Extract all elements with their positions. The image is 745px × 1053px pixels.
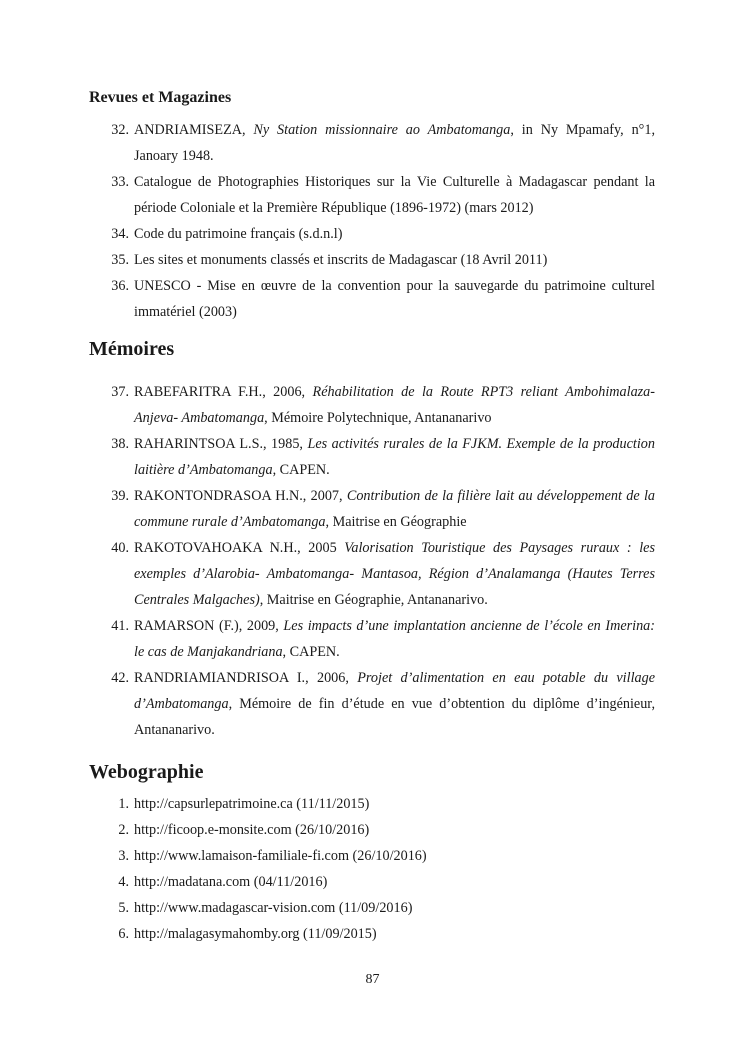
reference-details: Code du patrimoine français (s.d.n.l): [134, 226, 343, 242]
reference-item: [0, 273, 655, 325]
reference-item: [0, 921, 655, 947]
reference-title: Réhabilitation de la Route RPT3 reliant Ambohimalaza-Anjeva- Ambatomanga: [134, 384, 655, 426]
reference-title: Les impacts d’une implantation ancienne de l’école en Imerina: le cas de Manjakandriana: [134, 618, 655, 660]
reference-author: RAKONTONDRASOA H.N., 2007,: [134, 488, 347, 504]
reference-details: , Maitrise en Géographie, Antananarivo.: [259, 592, 488, 608]
reference-details: Catalogue de Photographies Historiques sur la Vie Culturelle à Madagascar pendant la période Coloniale et la Première République (1896-1972) (mars 2012): [134, 174, 655, 216]
web-link[interactable]: http://www.lamaison-familiale-fi.com (26/10/2016): [134, 848, 427, 864]
reference-author: RAKOTOVAHOAKA N.H., 2005: [134, 540, 345, 556]
reference-number: 35.: [111, 252, 129, 268]
reference-number: 4.: [118, 874, 129, 890]
reference-item: [0, 869, 655, 895]
reference-number: 34.: [111, 226, 129, 242]
reference-item: [0, 791, 655, 817]
heading-memoires: Mémoires: [89, 338, 175, 360]
reference-number: 37.: [111, 384, 129, 400]
reference-details: , Mémoire Polytechnique, Antananarivo: [264, 410, 492, 426]
reference-item: [0, 379, 655, 431]
reference-number: 32.: [111, 122, 129, 138]
reference-item: [0, 483, 655, 535]
reference-text: [134, 483, 655, 535]
reference-number: 41.: [111, 618, 129, 634]
reference-number: 33.: [111, 174, 129, 190]
reference-details: , in Ny Mpamafy, n°1, Janoary 1948.: [134, 122, 655, 164]
reference-number: 42.: [111, 670, 129, 686]
reference-item: [0, 431, 655, 483]
reference-text: [134, 247, 655, 273]
reference-number: 1.: [118, 796, 129, 812]
reference-details: , CAPEN.: [282, 644, 340, 660]
reference-title: Contribution de la filière lait au développement de la commune rurale d’Ambatomanga: [134, 488, 655, 530]
reference-text: [134, 817, 655, 843]
web-link[interactable]: http://madatana.com (04/11/2016): [134, 874, 328, 890]
reference-text: [134, 791, 655, 817]
reference-number: 38.: [111, 436, 129, 452]
reference-title: Valorisation Touristique des Paysages ruraux : les exemples d’Alarobia- Ambatomanga- Mantasoa, Région d’Analamanga (Hautes Terres Centrales Malgaches): [134, 540, 655, 608]
reference-author: RABEFARITRA F.H., 2006,: [134, 384, 313, 400]
reference-author: ANDRIAMISEZA,: [134, 122, 254, 138]
reference-details: , CAPEN.: [272, 462, 330, 478]
web-link[interactable]: http://malagasymahomby.org (11/09/2015): [134, 926, 377, 942]
web-link[interactable]: http://ficoop.e-monsite.com (26/10/2016): [134, 822, 370, 838]
reference-text: [134, 273, 655, 325]
reference-title: Les activités rurales de la FJKM. Exemple de la production laitière d’Ambatomanga: [134, 436, 655, 478]
reference-text: [134, 613, 655, 665]
reference-text: [134, 431, 655, 483]
reference-text: [134, 665, 655, 743]
reference-author: RAMARSON (F.), 2009,: [134, 618, 284, 634]
reference-item: [0, 169, 655, 221]
reference-item: [0, 895, 655, 921]
reference-item: [0, 117, 655, 169]
reference-number: 40.: [111, 540, 129, 556]
reference-number: 36.: [111, 278, 129, 294]
heading-webographie: Webographie: [89, 761, 204, 783]
reference-text: [134, 535, 655, 613]
reference-author: RAHARINTSOA L.S., 1985,: [134, 436, 308, 452]
reference-text: [134, 921, 655, 947]
reference-number: 2.: [118, 822, 129, 838]
reference-item: [0, 221, 655, 247]
reference-item: [0, 535, 655, 613]
reference-item: [0, 665, 655, 743]
revues-list: [0, 117, 745, 325]
reference-item: [0, 843, 655, 869]
reference-item: [0, 817, 655, 843]
reference-number: 3.: [118, 848, 129, 864]
page-number: 87: [365, 972, 380, 987]
reference-item: [0, 247, 655, 273]
reference-number: 5.: [118, 900, 129, 916]
reference-title: Projet d’alimentation en eau potable du village d’Ambatomanga: [134, 670, 655, 712]
reference-text: [134, 117, 655, 169]
reference-text: [134, 379, 655, 431]
reference-number: 39.: [111, 488, 129, 504]
webographie-list: [0, 791, 745, 947]
reference-details: , Maitrise en Géographie: [325, 514, 467, 530]
reference-text: [134, 895, 655, 921]
reference-title: Ny Station missionnaire ao Ambatomanga: [253, 122, 511, 138]
reference-text: [134, 221, 655, 247]
heading-revues: Revues et Magazines: [89, 89, 232, 106]
reference-author: RANDRIAMIANDRISOA I., 2006,: [134, 670, 358, 686]
reference-text: [134, 169, 655, 221]
reference-number: 6.: [118, 926, 129, 942]
web-link[interactable]: http://www.madagascar-vision.com (11/09/2016): [134, 900, 413, 916]
memoires-list: [0, 379, 745, 743]
reference-text: [134, 869, 655, 895]
reference-details: Les sites et monuments classés et inscrits de Madagascar (18 Avril 2011): [134, 252, 548, 268]
reference-details: , Mémoire de fin d’étude en vue d’obtention du diplôme d’ingénieur, Antananarivo.: [134, 696, 655, 738]
reference-details: UNESCO - Mise en œuvre de la convention pour la sauvegarde du patrimoine culturel immatériel (2003): [134, 278, 655, 320]
web-link[interactable]: http://capsurlepatrimoine.ca (11/11/2015): [134, 796, 370, 812]
reference-item: [0, 613, 655, 665]
reference-text: [134, 843, 655, 869]
